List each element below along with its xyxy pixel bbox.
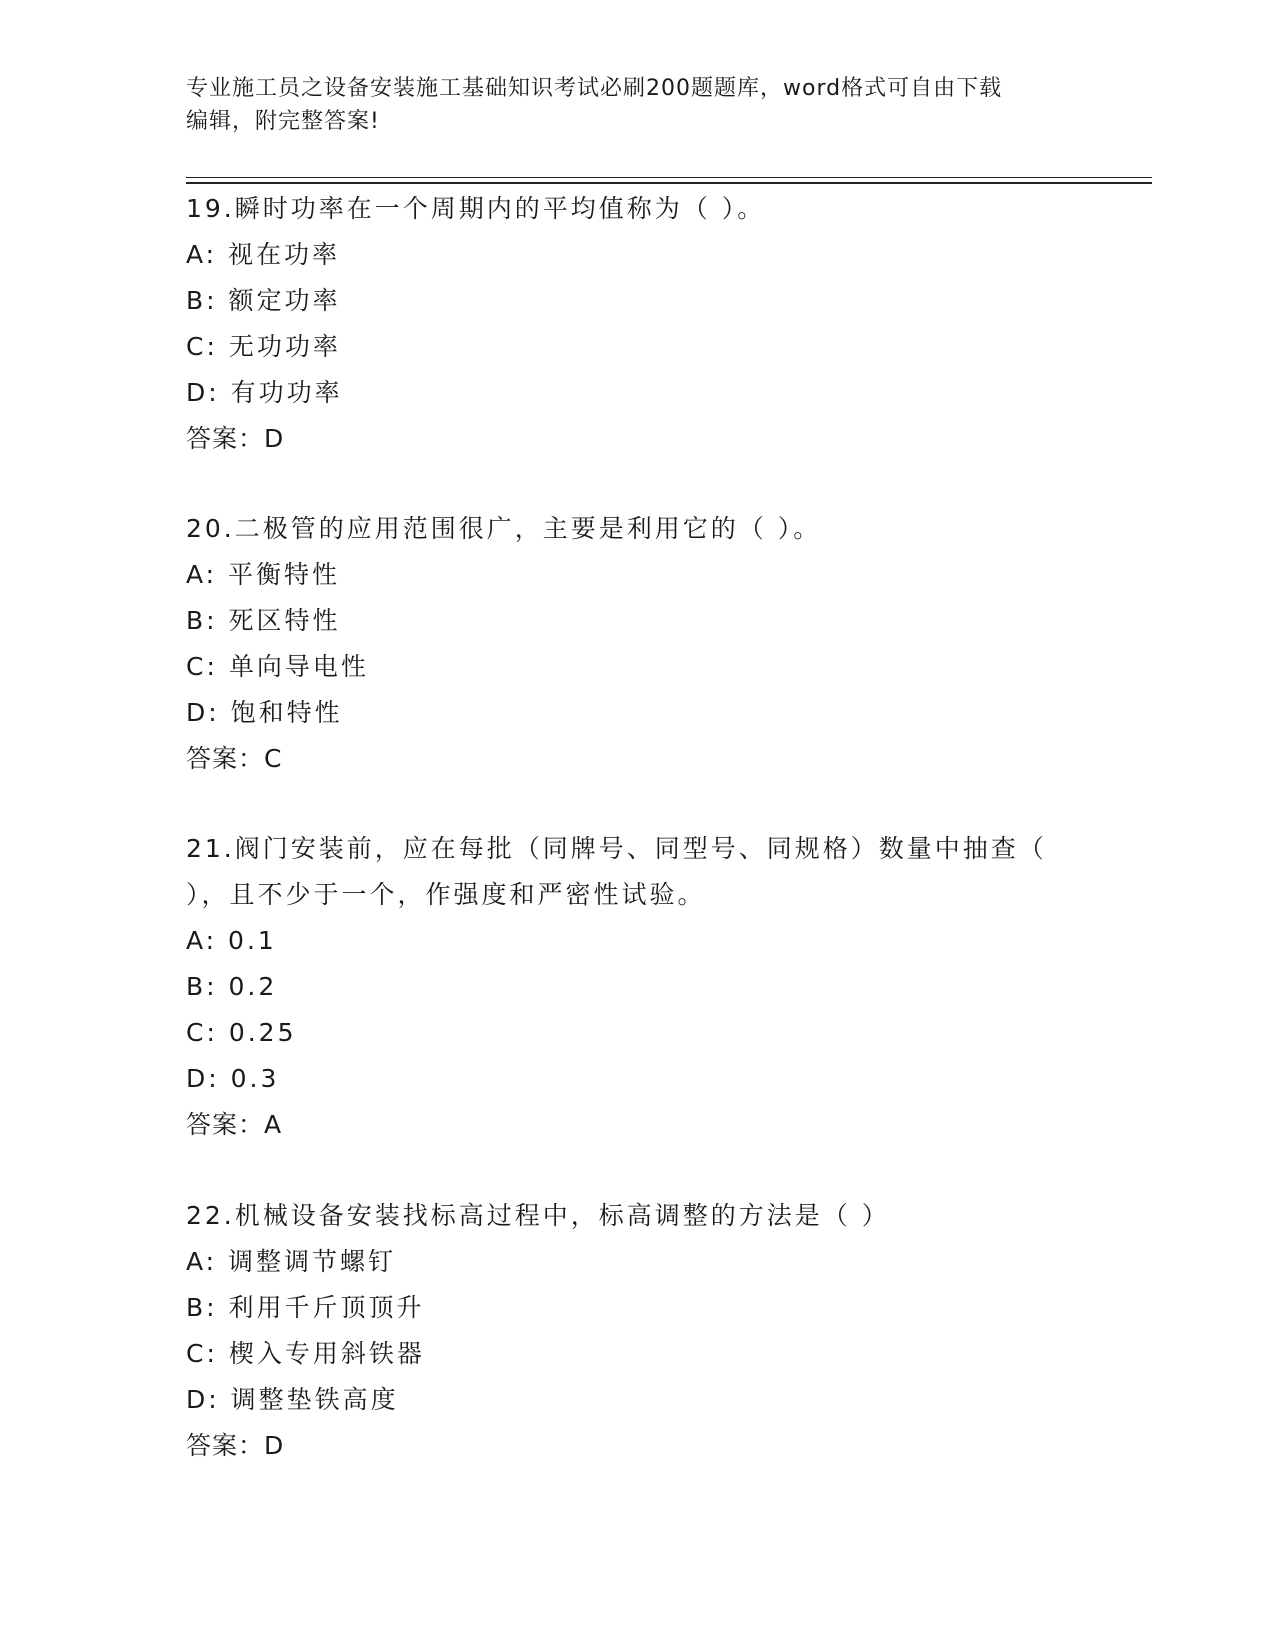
option-c: C: 无功功率	[186, 332, 341, 361]
question-stem-line-1: 21.阀门安装前，应在每批（同牌号、同型号、同规格）数量中抽查（	[186, 834, 1047, 863]
answer-label: 答案：C	[186, 744, 283, 773]
option-d: D: 有功功率	[186, 378, 343, 407]
header-divider-thin	[186, 177, 1152, 178]
question-22	[186, 1193, 1086, 1469]
option-a: A: 视在功率	[186, 240, 341, 269]
question-stem: 20.二极管的应用范围很广，主要是利用它的（ ）。	[186, 514, 822, 543]
question-stem: 22.机械设备安装找标高过程中，标高调整的方法是（ ）	[186, 1201, 890, 1230]
option-b: B: 死区特性	[186, 606, 341, 635]
option-a: A: 0.1	[186, 926, 277, 955]
question-stem-line-2: ），且不少于一个，作强度和严密性试验。	[186, 880, 706, 909]
option-a: A: 平衡特性	[186, 560, 341, 589]
answer-label: 答案：D	[186, 424, 285, 453]
header-line-1: 专业施工员之设备安装施工基础知识考试必刷200题题库，word格式可自由下载	[186, 76, 1003, 101]
document-header	[186, 72, 1086, 138]
question-19	[186, 186, 1086, 462]
header-divider-thick	[186, 182, 1152, 184]
question-21	[186, 826, 1086, 1148]
option-b: B: 0.2	[186, 972, 278, 1001]
option-d: D: 饱和特性	[186, 698, 343, 727]
header-line-2: 编辑，附完整答案!	[186, 109, 380, 134]
option-d: D: 0.3	[186, 1064, 280, 1093]
option-a: A: 调整调节螺钉	[186, 1247, 397, 1276]
option-c: C: 楔入专用斜铁器	[186, 1339, 425, 1368]
option-c: C: 单向导电性	[186, 652, 369, 681]
option-d: D: 调整垫铁高度	[186, 1385, 399, 1414]
option-c: C: 0.25	[186, 1018, 297, 1047]
option-b: B: 利用千斤顶顶升	[186, 1293, 425, 1322]
option-b: B: 额定功率	[186, 286, 341, 315]
answer-label: 答案：D	[186, 1431, 285, 1460]
question-stem: 19.瞬时功率在一个周期内的平均值称为（ ）。	[186, 194, 766, 223]
question-20	[186, 506, 1086, 782]
answer-label: 答案：A	[186, 1110, 283, 1139]
